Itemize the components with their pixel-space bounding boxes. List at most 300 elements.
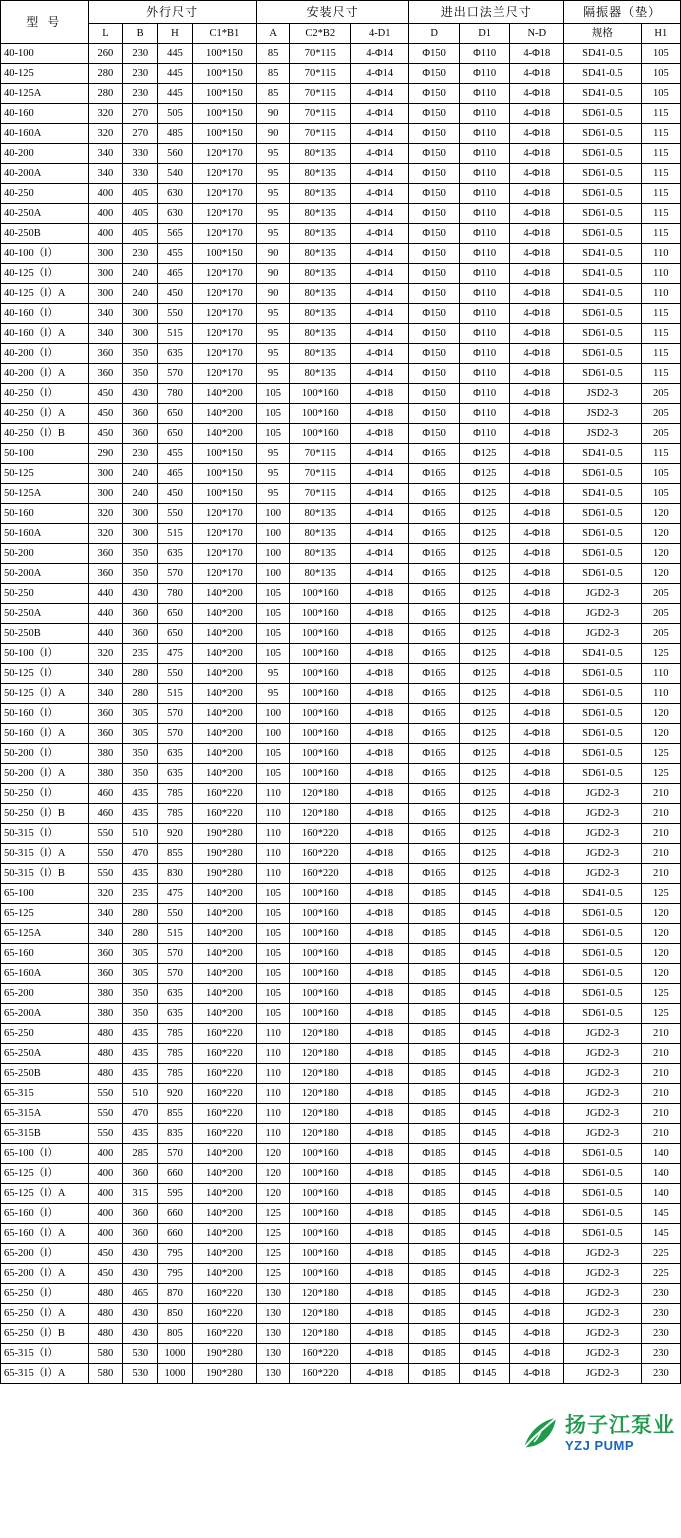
- table-row: [1, 864, 681, 884]
- cell-value: Φ110: [459, 244, 509, 264]
- cell-model: 40-250: [1, 184, 89, 204]
- cell-value: Φ125: [459, 584, 509, 604]
- cell-value: 120*180: [290, 784, 351, 804]
- cell-value: 160*220: [192, 1044, 256, 1064]
- cell-value: Φ110: [459, 324, 509, 344]
- cell-value: Φ150: [409, 84, 459, 104]
- cell-value: 210: [641, 844, 680, 864]
- cell-value: 120: [641, 524, 680, 544]
- cell-value: 340: [88, 144, 123, 164]
- cell-value: 190*280: [192, 1344, 256, 1364]
- cell-value: 4-Φ14: [351, 244, 409, 264]
- cell-value: 4-Φ18: [510, 1064, 564, 1084]
- cell-value: 125: [641, 644, 680, 664]
- cell-value: 95: [256, 444, 290, 464]
- cell-value: JGD2-3: [564, 784, 641, 804]
- cell-value: 4-Φ18: [510, 1084, 564, 1104]
- cell-value: 400: [88, 1184, 123, 1204]
- cell-value: 210: [641, 784, 680, 804]
- cell-value: 435: [123, 804, 158, 824]
- cell-value: Φ145: [459, 1104, 509, 1124]
- cell-value: 160*220: [290, 864, 351, 884]
- table-row: [1, 964, 681, 984]
- cell-value: Φ145: [459, 1364, 509, 1384]
- cell-value: Φ165: [409, 464, 459, 484]
- table-row: [1, 704, 681, 724]
- cell-value: 100*160: [290, 1224, 351, 1244]
- cell-model: 65-250A: [1, 1044, 89, 1064]
- cell-value: 550: [88, 824, 123, 844]
- cell-value: Φ150: [409, 404, 459, 424]
- cell-value: 100*160: [290, 704, 351, 724]
- cell-value: 80*135: [290, 144, 351, 164]
- cell-value: 100*160: [290, 964, 351, 984]
- header-4D1: 4-D1: [351, 24, 409, 44]
- cell-value: 455: [158, 444, 193, 464]
- cell-value: 4-Φ18: [510, 1004, 564, 1024]
- cell-value: 475: [158, 884, 193, 904]
- cell-value: 635: [158, 764, 193, 784]
- cell-value: 350: [123, 364, 158, 384]
- cell-value: 650: [158, 404, 193, 424]
- table-row: [1, 1084, 681, 1104]
- cell-value: 465: [123, 1284, 158, 1304]
- cell-value: 100*160: [290, 404, 351, 424]
- cell-value: 100*160: [290, 424, 351, 444]
- cell-value: 795: [158, 1264, 193, 1284]
- cell-value: Φ110: [459, 364, 509, 384]
- cell-value: Φ150: [409, 324, 459, 344]
- cell-value: 100*150: [192, 244, 256, 264]
- cell-value: 100*160: [290, 884, 351, 904]
- cell-value: 515: [158, 924, 193, 944]
- cell-model: 40-100: [1, 44, 89, 64]
- cell-value: JGD2-3: [564, 1064, 641, 1084]
- cell-value: 115: [641, 204, 680, 224]
- table-row: [1, 244, 681, 264]
- cell-value: JGD2-3: [564, 804, 641, 824]
- cell-value: 360: [88, 564, 123, 584]
- cell-value: 305: [123, 724, 158, 744]
- cell-value: 4-Φ18: [510, 1224, 564, 1244]
- cell-value: 660: [158, 1164, 193, 1184]
- table-head: [1, 1, 681, 44]
- cell-model: 50-250（Ⅰ）: [1, 784, 89, 804]
- cell-value: 110: [256, 864, 290, 884]
- cell-value: 4-Φ18: [510, 1364, 564, 1384]
- cell-value: 95: [256, 664, 290, 684]
- cell-value: 400: [88, 1204, 123, 1224]
- cell-value: 635: [158, 1004, 193, 1024]
- cell-value: 140*200: [192, 664, 256, 684]
- cell-value: Φ185: [409, 984, 459, 1004]
- cell-value: 4-Φ18: [510, 304, 564, 324]
- cell-value: 4-Φ18: [510, 344, 564, 364]
- cell-value: 4-Φ18: [510, 1044, 564, 1064]
- cell-value: 120*170: [192, 544, 256, 564]
- cell-value: 115: [641, 164, 680, 184]
- cell-value: 465: [158, 464, 193, 484]
- cell-value: SD41-0.5: [564, 84, 641, 104]
- cell-value: JGD2-3: [564, 1364, 641, 1384]
- cell-value: 80*135: [290, 184, 351, 204]
- cell-value: Φ145: [459, 1144, 509, 1164]
- cell-value: 120*170: [192, 524, 256, 544]
- cell-value: 115: [641, 364, 680, 384]
- cell-value: SD61-0.5: [564, 1204, 641, 1224]
- cell-value: Φ165: [409, 844, 459, 864]
- cell-value: 450: [88, 1244, 123, 1264]
- cell-value: Φ145: [459, 1004, 509, 1024]
- cell-value: 100*160: [290, 1184, 351, 1204]
- cell-value: 4-Φ18: [510, 804, 564, 824]
- cell-value: 290: [88, 444, 123, 464]
- cell-value: 100*160: [290, 1144, 351, 1164]
- cell-value: 125: [256, 1264, 290, 1284]
- cell-value: 4-Φ18: [510, 284, 564, 304]
- cell-value: 350: [123, 564, 158, 584]
- cell-value: 4-Φ18: [351, 804, 409, 824]
- cell-value: Φ110: [459, 104, 509, 124]
- cell-value: SD41-0.5: [564, 264, 641, 284]
- cell-value: 4-Φ18: [510, 944, 564, 964]
- cell-value: 115: [641, 444, 680, 464]
- table-row: [1, 1104, 681, 1124]
- cell-value: 115: [641, 184, 680, 204]
- cell-value: 230: [641, 1344, 680, 1364]
- cell-value: 4-Φ18: [510, 104, 564, 124]
- cell-value: 115: [641, 224, 680, 244]
- cell-value: 440: [88, 624, 123, 644]
- cell-value: Φ110: [459, 64, 509, 84]
- cell-value: 4-Φ18: [351, 624, 409, 644]
- header-group-install: 安装尺寸: [256, 1, 409, 24]
- cell-value: 805: [158, 1324, 193, 1344]
- cell-value: Φ150: [409, 344, 459, 364]
- cell-value: Φ165: [409, 724, 459, 744]
- cell-value: Φ185: [409, 1104, 459, 1124]
- cell-value: 4-Φ18: [510, 884, 564, 904]
- cell-value: 4-Φ18: [351, 904, 409, 924]
- table-row: [1, 124, 681, 144]
- cell-value: 120*170: [192, 224, 256, 244]
- cell-value: 140*200: [192, 1144, 256, 1164]
- cell-value: 80*135: [290, 304, 351, 324]
- header-group-flange: 进出口法兰尺寸: [409, 1, 564, 24]
- cell-model: 65-100（Ⅰ）: [1, 1144, 89, 1164]
- cell-value: 140*200: [192, 764, 256, 784]
- cell-value: JGD2-3: [564, 1264, 641, 1284]
- table-row: [1, 1344, 681, 1364]
- table-row: [1, 224, 681, 244]
- cell-value: 4-Φ18: [510, 44, 564, 64]
- cell-value: 465: [158, 264, 193, 284]
- cell-value: Φ110: [459, 184, 509, 204]
- cell-value: 300: [123, 524, 158, 544]
- cell-value: 270: [123, 124, 158, 144]
- cell-model: 50-250A: [1, 604, 89, 624]
- cell-value: Φ125: [459, 484, 509, 504]
- cell-value: 320: [88, 104, 123, 124]
- cell-model: 40-125（Ⅰ）A: [1, 284, 89, 304]
- cell-value: 120*170: [192, 284, 256, 304]
- cell-value: 920: [158, 824, 193, 844]
- cell-value: 120: [256, 1164, 290, 1184]
- cell-value: 120*170: [192, 344, 256, 364]
- cell-value: 855: [158, 844, 193, 864]
- cell-value: 4-Φ14: [351, 164, 409, 184]
- cell-model: 65-200（Ⅰ）A: [1, 1264, 89, 1284]
- cell-value: 230: [641, 1304, 680, 1324]
- cell-value: 4-Φ18: [510, 244, 564, 264]
- cell-value: 105: [256, 644, 290, 664]
- cell-value: 105: [256, 964, 290, 984]
- cell-value: SD41-0.5: [564, 484, 641, 504]
- cell-value: 95: [256, 204, 290, 224]
- cell-value: 650: [158, 624, 193, 644]
- cell-value: 105: [256, 944, 290, 964]
- cell-value: 4-Φ18: [351, 984, 409, 1004]
- table-row: [1, 644, 681, 664]
- cell-value: 105: [641, 464, 680, 484]
- cell-value: 435: [123, 1024, 158, 1044]
- cell-value: 855: [158, 1104, 193, 1124]
- cell-value: Φ125: [459, 664, 509, 684]
- cell-model: 40-125（Ⅰ）: [1, 264, 89, 284]
- cell-value: 4-Φ18: [351, 1224, 409, 1244]
- cell-value: 240: [123, 464, 158, 484]
- cell-value: 660: [158, 1224, 193, 1244]
- cell-value: 210: [641, 1124, 680, 1144]
- cell-value: 470: [123, 1104, 158, 1124]
- cell-value: 360: [88, 724, 123, 744]
- cell-value: 550: [158, 904, 193, 924]
- cell-model: 40-160（Ⅰ）A: [1, 324, 89, 344]
- cell-value: SD61-0.5: [564, 544, 641, 564]
- cell-value: 100*150: [192, 464, 256, 484]
- cell-value: 120: [641, 924, 680, 944]
- cell-value: 445: [158, 44, 193, 64]
- cell-value: 4-Φ18: [351, 1024, 409, 1044]
- cell-value: SD61-0.5: [564, 964, 641, 984]
- cell-value: 110: [256, 1124, 290, 1144]
- cell-value: 360: [88, 944, 123, 964]
- cell-model: 40-125: [1, 64, 89, 84]
- header-D: D: [409, 24, 459, 44]
- cell-value: SD61-0.5: [564, 304, 641, 324]
- cell-value: 4-Φ18: [351, 1184, 409, 1204]
- cell-value: 95: [256, 364, 290, 384]
- table-row: [1, 1164, 681, 1184]
- cell-value: 120*180: [290, 1044, 351, 1064]
- cell-value: 450: [88, 404, 123, 424]
- cell-value: 4-Φ18: [351, 824, 409, 844]
- table-row: [1, 584, 681, 604]
- cell-value: 160*220: [192, 1084, 256, 1104]
- cell-value: 125: [641, 744, 680, 764]
- cell-value: 70*115: [290, 84, 351, 104]
- cell-value: Φ110: [459, 84, 509, 104]
- cell-value: JSD2-3: [564, 384, 641, 404]
- cell-value: 85: [256, 44, 290, 64]
- cell-value: 340: [88, 904, 123, 924]
- cell-value: 4-Φ18: [351, 944, 409, 964]
- cell-value: 920: [158, 1084, 193, 1104]
- cell-value: 380: [88, 984, 123, 1004]
- cell-value: 570: [158, 964, 193, 984]
- header-C1B1: C1*B1: [192, 24, 256, 44]
- cell-value: JGD2-3: [564, 1344, 641, 1364]
- cell-model: 65-315（Ⅰ）: [1, 1344, 89, 1364]
- cell-model: 65-200: [1, 984, 89, 1004]
- header-H: H: [158, 24, 193, 44]
- cell-value: 430: [123, 1304, 158, 1324]
- cell-value: 80*135: [290, 504, 351, 524]
- cell-value: 105: [256, 904, 290, 924]
- cell-value: 4-Φ18: [351, 684, 409, 704]
- cell-value: 115: [641, 344, 680, 364]
- cell-value: Φ185: [409, 1204, 459, 1224]
- cell-value: 450: [158, 484, 193, 504]
- cell-value: 70*115: [290, 44, 351, 64]
- cell-value: 105: [641, 484, 680, 504]
- cell-value: 4-Φ14: [351, 344, 409, 364]
- cell-value: 4-Φ18: [351, 1344, 409, 1364]
- logo-text: [565, 1412, 675, 1453]
- cell-value: Φ145: [459, 1244, 509, 1264]
- cell-value: 210: [641, 1104, 680, 1124]
- cell-value: 285: [123, 1144, 158, 1164]
- cell-value: 4-Φ18: [351, 1324, 409, 1344]
- cell-value: 100*160: [290, 624, 351, 644]
- cell-model: 65-250（Ⅰ）B: [1, 1324, 89, 1344]
- cell-value: Φ150: [409, 124, 459, 144]
- cell-value: Φ145: [459, 1024, 509, 1044]
- cell-value: Φ145: [459, 884, 509, 904]
- cell-value: 4-Φ18: [510, 1144, 564, 1164]
- cell-value: 70*115: [290, 104, 351, 124]
- cell-value: Φ165: [409, 864, 459, 884]
- cell-value: 80*135: [290, 204, 351, 224]
- cell-value: JGD2-3: [564, 1244, 641, 1264]
- cell-value: Φ145: [459, 1344, 509, 1364]
- cell-value: 4-Φ18: [510, 264, 564, 284]
- cell-value: 210: [641, 1044, 680, 1064]
- cell-value: 360: [123, 1224, 158, 1244]
- cell-model: 50-250: [1, 584, 89, 604]
- cell-value: Φ165: [409, 764, 459, 784]
- cell-value: 4-Φ18: [351, 1204, 409, 1224]
- cell-value: 480: [88, 1284, 123, 1304]
- table-row: [1, 624, 681, 644]
- cell-value: 4-Φ14: [351, 284, 409, 304]
- cell-value: 350: [123, 544, 158, 564]
- cell-value: 160*220: [290, 824, 351, 844]
- cell-value: SD61-0.5: [564, 984, 641, 1004]
- cell-value: 4-Φ18: [510, 1324, 564, 1344]
- cell-value: 140*200: [192, 384, 256, 404]
- table-row: [1, 1024, 681, 1044]
- header-spec: 规格: [564, 24, 641, 44]
- cell-value: 140*200: [192, 1004, 256, 1024]
- cell-value: 160*220: [290, 844, 351, 864]
- cell-value: 160*220: [192, 1324, 256, 1344]
- cell-value: 110: [641, 684, 680, 704]
- cell-value: Φ150: [409, 44, 459, 64]
- cell-value: 4-Φ18: [510, 1104, 564, 1124]
- cell-model: 65-100: [1, 884, 89, 904]
- cell-model: 40-125A: [1, 84, 89, 104]
- header-C2B2: C2*B2: [290, 24, 351, 44]
- cell-value: 100*160: [290, 604, 351, 624]
- cell-value: 4-Φ18: [510, 984, 564, 1004]
- cell-value: 445: [158, 84, 193, 104]
- cell-value: Φ125: [459, 744, 509, 764]
- cell-value: 4-Φ18: [510, 184, 564, 204]
- cell-value: 4-Φ14: [351, 84, 409, 104]
- logo-name-cn: 扬子江泵业: [565, 1412, 675, 1437]
- cell-value: 190*280: [192, 1364, 256, 1384]
- table-row: [1, 104, 681, 124]
- cell-value: 100*150: [192, 44, 256, 64]
- sub-header-row: [1, 24, 681, 44]
- cell-value: JGD2-3: [564, 604, 641, 624]
- cell-value: 280: [88, 84, 123, 104]
- cell-value: 120*180: [290, 1324, 351, 1344]
- cell-value: 4-Φ14: [351, 204, 409, 224]
- cell-value: SD61-0.5: [564, 764, 641, 784]
- cell-value: 4-Φ18: [351, 424, 409, 444]
- cell-value: 635: [158, 984, 193, 1004]
- cell-model: 65-250（Ⅰ）: [1, 1284, 89, 1304]
- cell-value: 105: [256, 624, 290, 644]
- cell-value: 4-Φ18: [510, 224, 564, 244]
- cell-value: 160*220: [290, 1344, 351, 1364]
- cell-value: 360: [123, 624, 158, 644]
- cell-value: 485: [158, 124, 193, 144]
- cell-model: 50-125: [1, 464, 89, 484]
- cell-value: 120*180: [290, 804, 351, 824]
- cell-value: 140: [641, 1164, 680, 1184]
- cell-model: 65-250: [1, 1024, 89, 1044]
- cell-value: SD61-0.5: [564, 684, 641, 704]
- cell-value: 100*160: [290, 984, 351, 1004]
- cell-value: 140*200: [192, 1224, 256, 1244]
- cell-value: 235: [123, 884, 158, 904]
- cell-value: 100*160: [290, 1244, 351, 1264]
- cell-model: 50-315（Ⅰ）A: [1, 844, 89, 864]
- cell-value: 380: [88, 1004, 123, 1024]
- cell-model: 65-160（Ⅰ）A: [1, 1224, 89, 1244]
- cell-value: Φ185: [409, 1004, 459, 1024]
- cell-value: 4-Φ18: [510, 144, 564, 164]
- cell-value: 80*135: [290, 164, 351, 184]
- cell-value: 190*280: [192, 844, 256, 864]
- cell-value: Φ150: [409, 224, 459, 244]
- cell-value: 95: [256, 144, 290, 164]
- cell-value: 4-Φ18: [351, 1244, 409, 1264]
- cell-value: SD61-0.5: [564, 324, 641, 344]
- header-H1: H1: [641, 24, 680, 44]
- cell-value: 100*160: [290, 1264, 351, 1284]
- cell-value: 505: [158, 104, 193, 124]
- cell-value: 4-Φ18: [351, 704, 409, 724]
- cell-value: 100*150: [192, 484, 256, 504]
- table-row: [1, 344, 681, 364]
- cell-value: 100*150: [192, 84, 256, 104]
- cell-value: 785: [158, 784, 193, 804]
- cell-value: 125: [641, 984, 680, 1004]
